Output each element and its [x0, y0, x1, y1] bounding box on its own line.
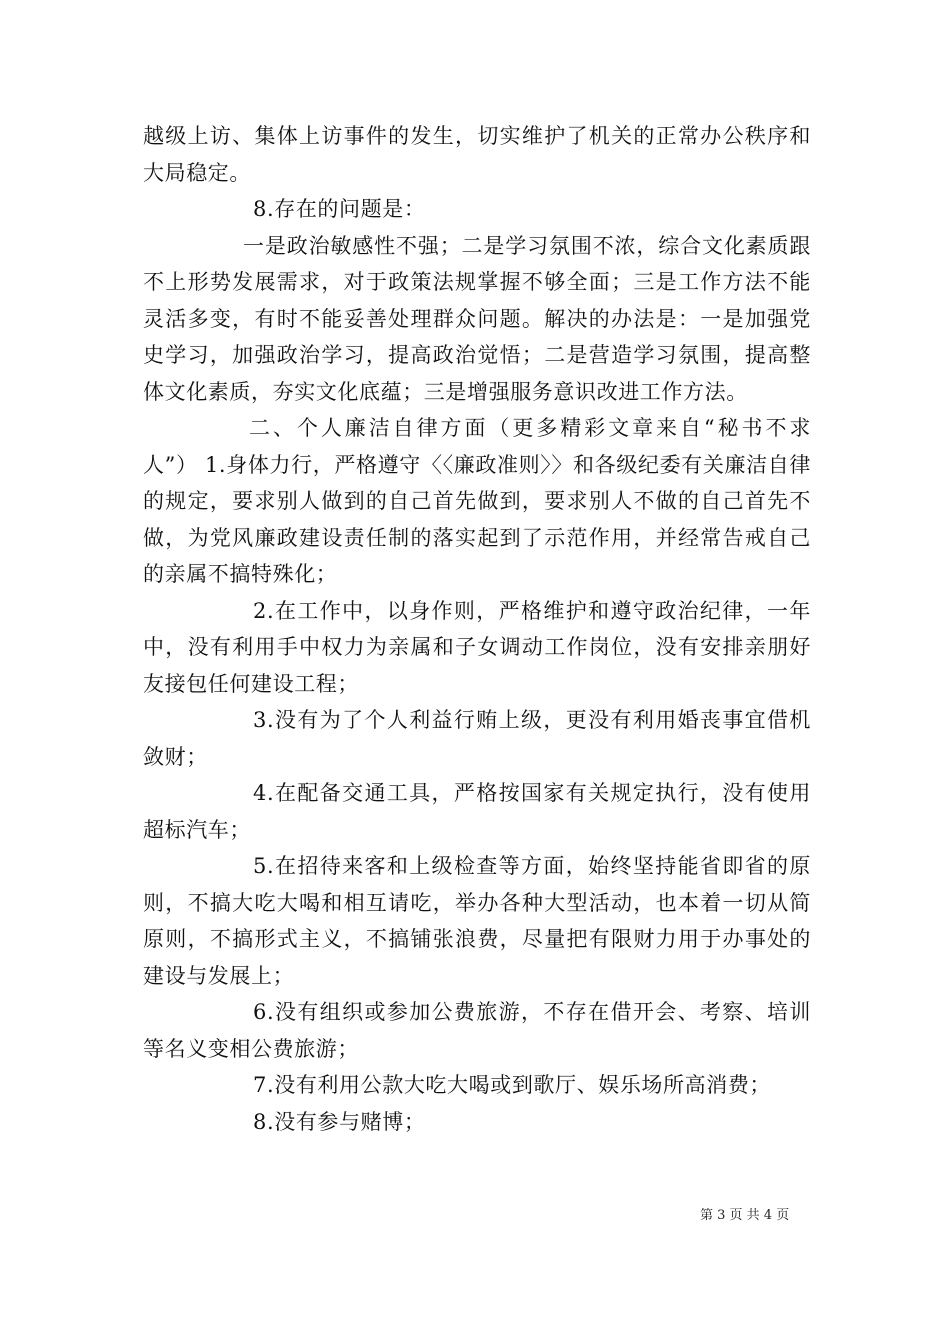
- document-body: [143, 118, 811, 1140]
- page-number-footer: 第 3 页 共 4 页: [700, 1208, 790, 1223]
- paragraph-continuation: 越级上访、集体上访事件的发生，切实维护了机关的正常办公秩序和大局稳定。: [143, 124, 811, 185]
- paragraph-problems-heading: 8.存在的问题是：: [253, 197, 426, 221]
- paragraph-item-4: 4.在配备交通工具，严格按国家有关规定执行，没有使用超标汽车；: [143, 781, 811, 842]
- paragraph-item-2: 2.在工作中，以身作则，严格维护和遵守政治纪律，一年中，没有利用手中权力为亲属和子女调动工作岗位，没有安排亲朋好友接包任何建设工程；: [143, 598, 811, 696]
- paragraph-item-3: 3.没有为了个人利益行贿上级，更没有利用婚丧事宜借机敛财；: [143, 708, 811, 769]
- paragraph-item-5: 5.在招待来客和上级检查等方面，始终坚持能省即省的原则，不搞大吃大喝和相互请吃，举办各种大型活动，也本着一切从简原则，不搞形式主义，不搞铺张浪费，尽量把有限财力用于办事处的建设与发展上；: [143, 854, 811, 988]
- paragraph-problems-detail: 一是政治敏感性不强；二是学习氛围不浓，综合文化素质跟不上形势发展需求，对于政策法规掌握不够全面；三是工作方法不能灵活多变，有时不能妥善处理群众问题。解决的办法是：一是加强党史学习，加强政治学习，提高政治觉悟；二是营造学习氛围，提高整体文化素质，夯实文化底蕴；三是增强服务意识改进工作方法。: [143, 233, 811, 404]
- paragraph-item-7: 7.没有利用公款大吃大喝或到歌厅、娱乐场所高消费；: [253, 1073, 772, 1097]
- paragraph-section-two: 二、个人廉洁自律方面（更多精彩文章来自“秘书不求人”） 1.身体力行，严格遵守〈〈廉政准则〉〉和各级纪委有关廉洁自律的规定，要求别人做到的自己首先做到，要求别人不做的自己首先不做，为党风廉政建设责任制的落实起到了示范作用，并经常告戒自己的亲属不搞特殊化；: [143, 416, 811, 586]
- paragraph-item-8: 8.没有参与赌博；: [253, 1109, 426, 1134]
- paragraph-item-6: 6.没有组织或参加公费旅游，不存在借开会、考察、培训等名义变相公费旅游；: [143, 1000, 811, 1061]
